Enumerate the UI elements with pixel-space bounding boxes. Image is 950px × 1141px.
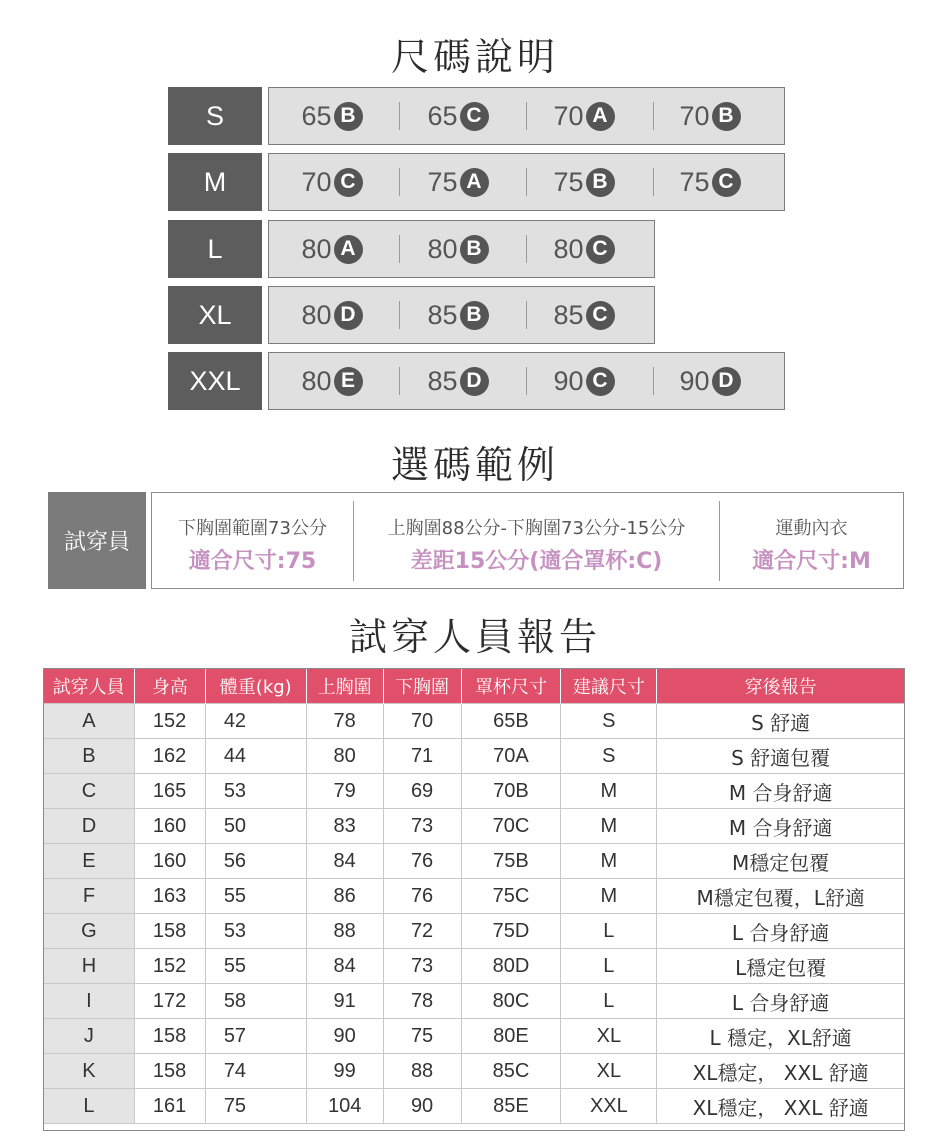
table-cell: L穩定包覆 [657,949,905,984]
table-cell: 55 [205,879,306,914]
bra-size-cell [521,353,647,409]
cup-badge: A [460,168,489,197]
table-cell: S 舒適 [657,704,905,739]
table-cell: 86 [306,879,383,914]
bra-size-cell [521,287,647,343]
table-cell: 79 [306,774,383,809]
size-options-box [268,220,655,278]
cup-badge: D [712,367,741,396]
report-header-row [44,668,905,704]
table-cell: F [44,879,135,914]
example-col1-line1: 下胸圍範圍73公分 [178,518,327,539]
bra-size-cell [269,88,395,144]
table-cell: 75C [461,879,561,914]
table-cell: 88 [306,914,383,949]
size-options-box [268,352,785,410]
table-cell: 161 [134,1089,205,1124]
size-label: S [168,87,262,145]
table-cell: 75 [205,1089,306,1124]
table-cell: 88 [383,1054,461,1089]
bra-size-cell [269,353,395,409]
report-header-cell: 試穿人員 [44,668,135,704]
cup-badge: C [334,168,363,197]
table-cell: 84 [306,949,383,984]
table-cell: 80 [306,739,383,774]
band-size: 75 [553,166,584,197]
table-row [44,879,905,914]
table-cell: 44 [205,739,306,774]
table-cell: 70 [383,704,461,739]
example-col1-line2: 適合尺寸:75 [188,549,317,574]
size-label: L [168,220,262,278]
example-col3-line1: 運動內衣 [775,518,848,539]
bra-size-cell [395,221,521,277]
table-cell: B [44,739,135,774]
cup-badge: A [586,102,615,131]
size-label: M [168,153,262,211]
table-cell: 104 [306,1089,383,1124]
table-cell: S [561,739,657,774]
table-cell: 70B [461,774,561,809]
bra-size-cell [647,88,773,144]
table-cell: M 合身舒適 [657,774,905,809]
report-header-cell: 建議尺寸 [561,668,657,704]
table-cell: M穩定包覆 [657,844,905,879]
band-size: 65 [427,100,458,131]
bra-size-cell [521,221,647,277]
table-cell: L [561,914,657,949]
table-cell: 165 [134,774,205,809]
cup-badge: D [460,367,489,396]
example-col-sport [720,493,903,588]
table-cell: 58 [205,984,306,1019]
table-cell: 158 [134,1019,205,1054]
table-cell: 56 [205,844,306,879]
size-chart-title: 尺碼說明 [390,35,559,79]
band-size: 70 [679,100,710,131]
size-label: XXL [168,352,262,410]
table-row [44,809,905,844]
table-cell: 42 [205,704,306,739]
example-col2-line1: 上胸圍88公分-下胸圍73公分-15公分 [387,518,686,539]
table-cell: L 合身舒適 [657,914,905,949]
band-size: 75 [427,166,458,197]
table-cell: 80C [461,984,561,1019]
table-cell: 69 [383,774,461,809]
table-cell: XXL [561,1089,657,1124]
table-cell: S 舒適包覆 [657,739,905,774]
table-cell: 90 [383,1089,461,1124]
bra-size-cell [269,154,395,210]
table-cell: 57 [205,1019,306,1054]
table-cell: 80E [461,1019,561,1054]
band-size: 85 [553,299,584,330]
table-cell: 163 [134,879,205,914]
table-cell: 152 [134,949,205,984]
table-cell: S [561,704,657,739]
table-cell: M [561,809,657,844]
cup-badge: C [586,367,615,396]
table-row [44,914,905,949]
table-cell: 75D [461,914,561,949]
table-row [44,1054,905,1089]
bra-size-cell [395,287,521,343]
report-header-cell: 體重(kg) [205,668,306,704]
band-size: 90 [553,365,584,396]
size-label: XL [168,286,262,344]
bra-size-cell [647,353,773,409]
table-cell: 71 [383,739,461,774]
table-row [44,739,905,774]
example-col2-line2: 差距15公分(適合罩杯:C) [410,549,663,574]
bra-size-cell [395,88,521,144]
table-cell: 84 [306,844,383,879]
table-cell: G [44,914,135,949]
table-cell: L [561,949,657,984]
report-header-cell: 穿後報告 [657,668,905,704]
table-cell: 65B [461,704,561,739]
table-row [44,774,905,809]
table-row [44,984,905,1019]
table-cell: J [44,1019,135,1054]
table-cell: 152 [134,704,205,739]
table-cell: 172 [134,984,205,1019]
cup-badge: C [712,168,741,197]
band-size: 80 [427,233,458,264]
band-size: 80 [301,299,332,330]
cup-badge: B [460,235,489,264]
bra-size-cell [647,154,773,210]
bra-size-cell [395,154,521,210]
bra-size-cell [269,221,395,277]
bra-size-cell [521,88,647,144]
table-row [44,844,905,879]
cup-badge: C [460,102,489,131]
table-cell: XL穩定， XXL 舒適 [657,1054,905,1089]
cup-badge: A [334,235,363,264]
example-label: 試穿員 [48,492,146,589]
example-title: 選碼範例 [390,443,559,487]
table-cell: K [44,1054,135,1089]
table-row [44,949,905,984]
table-cell: 70C [461,809,561,844]
band-size: 85 [427,299,458,330]
cup-badge: D [334,301,363,330]
table-cell: D [44,809,135,844]
table-cell: 85E [461,1089,561,1124]
table-cell: L 穩定，XL舒適 [657,1019,905,1054]
table-cell: 75B [461,844,561,879]
report-header-cell: 下胸圍 [383,668,461,704]
band-size: 80 [301,233,332,264]
example-col-underbust [152,493,353,588]
band-size: 65 [301,100,332,131]
table-cell: XL [561,1019,657,1054]
band-size: 90 [679,365,710,396]
table-cell: 85C [461,1054,561,1089]
band-size: 85 [427,365,458,396]
table-cell: 76 [383,844,461,879]
band-size: 75 [679,166,710,197]
table-cell: XL穩定， XXL 舒適 [657,1089,905,1124]
table-row [44,1089,905,1124]
table-cell: 99 [306,1054,383,1089]
table-cell: 72 [383,914,461,949]
band-size: 80 [301,365,332,396]
cup-badge: B [460,301,489,330]
table-cell: 78 [383,984,461,1019]
cup-badge: B [712,102,741,131]
table-cell: 158 [134,914,205,949]
report-header-cell: 罩杯尺寸 [461,668,561,704]
table-cell: 73 [383,809,461,844]
size-options-box [268,153,785,211]
table-cell: 55 [205,949,306,984]
table-cell: 80D [461,949,561,984]
cup-badge: C [586,301,615,330]
table-cell: 53 [205,914,306,949]
report-header-cell: 上胸圍 [306,668,383,704]
table-cell: 76 [383,879,461,914]
band-size: 70 [553,100,584,131]
report-table [43,668,905,1124]
example-box [151,492,904,589]
bra-size-cell [395,353,521,409]
table-row [44,704,905,739]
table-cell: C [44,774,135,809]
table-cell: A [44,704,135,739]
table-cell: 75 [383,1019,461,1054]
cup-badge: B [586,168,615,197]
table-cell: 160 [134,809,205,844]
table-cell: L [561,984,657,1019]
table-cell: 74 [205,1054,306,1089]
table-cell: 50 [205,809,306,844]
bra-size-cell [521,154,647,210]
table-cell: 90 [306,1019,383,1054]
table-cell: 73 [383,949,461,984]
table-cell: M [561,774,657,809]
table-cell: M [561,879,657,914]
table-cell: 83 [306,809,383,844]
table-cell: 53 [205,774,306,809]
cup-badge: B [334,102,363,131]
band-size: 80 [553,233,584,264]
cup-badge: E [334,367,363,396]
table-row [44,1019,905,1054]
cup-badge: C [586,235,615,264]
report-title: 試穿人員報告 [348,615,601,659]
table-cell: L [44,1089,135,1124]
table-cell: L 合身舒適 [657,984,905,1019]
table-cell: 70A [461,739,561,774]
table-cell: 162 [134,739,205,774]
band-size: 70 [301,166,332,197]
table-cell: E [44,844,135,879]
example-col-cup [354,493,719,588]
table-cell: M穩定包覆，L舒適 [657,879,905,914]
example-col3-line2: 適合尺寸:M [752,549,871,574]
table-cell: M 合身舒適 [657,809,905,844]
size-options-box [268,286,655,344]
table-cell: 78 [306,704,383,739]
table-cell: XL [561,1054,657,1089]
table-cell: M [561,844,657,879]
table-cell: 158 [134,1054,205,1089]
table-cell: I [44,984,135,1019]
size-options-box [268,87,785,145]
bra-size-cell [269,287,395,343]
table-cell: H [44,949,135,984]
table-cell: 91 [306,984,383,1019]
report-header-cell: 身高 [134,668,205,704]
table-cell: 160 [134,844,205,879]
